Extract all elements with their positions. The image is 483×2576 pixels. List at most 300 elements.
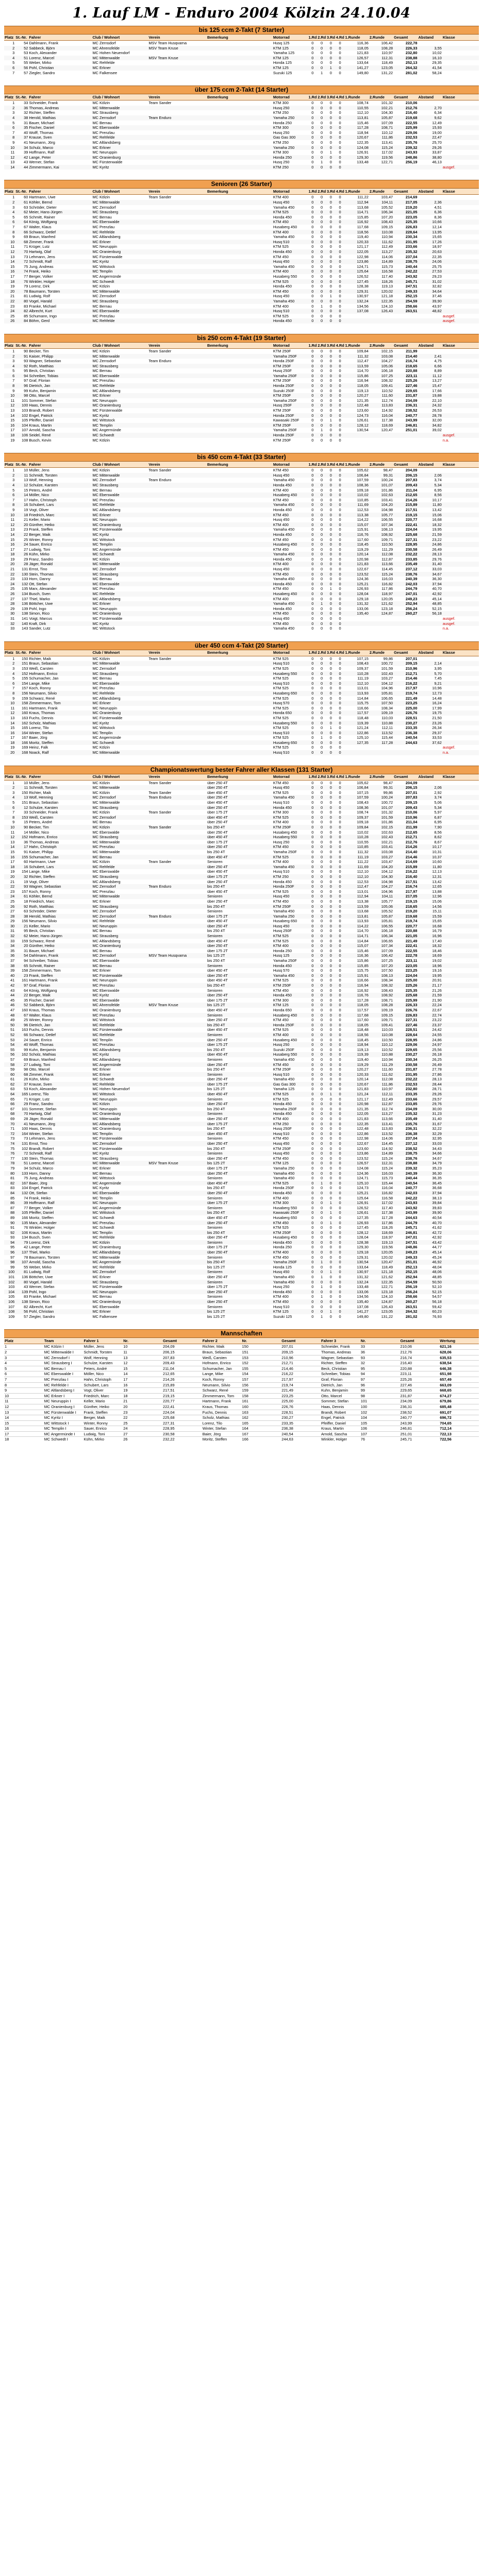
cell-abs: 10,02 <box>432 50 442 56</box>
cell-club: MC Zernsdorf <box>92 567 116 572</box>
cell-p2: 0 <box>321 577 323 582</box>
cell-club: MC Erkner <box>92 1275 111 1280</box>
cell-p3: 0 <box>329 1264 332 1269</box>
cell-t2: 115,73 <box>381 1176 393 1181</box>
team-cell: 104 <box>360 1415 400 1421</box>
cell-abs: 44,77 <box>432 1245 442 1250</box>
cell-fahrer: Zimmer, Frank <box>28 1072 92 1077</box>
cell-t2: 117,28 <box>369 740 393 745</box>
cell-verein: Team Enduro <box>148 115 207 121</box>
cell-platz: 12 <box>4 710 15 716</box>
cell-verein <box>148 418 207 423</box>
cell-ext <box>442 537 479 543</box>
cell-abs: 48,06 <box>418 1269 442 1275</box>
cell-abs: 12,14 <box>432 225 442 230</box>
team-cell: 230,27 <box>281 1415 321 1421</box>
cell-p3: 0 <box>326 1131 336 1137</box>
cell-platz: 2 <box>4 785 15 790</box>
cell-mot: Husq 510 <box>273 681 308 686</box>
cell-abs: 24,42 <box>432 1027 442 1032</box>
cell-ext <box>442 354 479 359</box>
cell-nr: 155 <box>21 676 28 681</box>
cell-t2: 116,03 <box>381 577 393 582</box>
cell-p1: 0 <box>311 264 314 269</box>
cell-abs: 29,76 <box>418 1101 442 1107</box>
cell-mot: Yamaha 125 <box>273 50 295 56</box>
cell-mot: Honda 450 <box>273 249 308 255</box>
team-cell: 212,71 <box>281 1361 321 1366</box>
cell-bem <box>207 537 273 543</box>
cell-verein <box>148 904 207 909</box>
cell-verein <box>148 473 207 478</box>
cell-mot: Husq 250F <box>273 928 292 934</box>
cell-platz: 10 <box>4 240 15 245</box>
cell-ext <box>442 1126 479 1131</box>
cell-nr: 97 <box>24 378 28 383</box>
cell-p2: 0 <box>317 46 326 51</box>
cell-p3: 0 <box>326 1101 336 1107</box>
cell-abs: 42,72 <box>418 1230 442 1235</box>
cell-p1: 0 <box>311 1185 314 1191</box>
team-column-header: Fahrer 3 <box>321 1338 360 1344</box>
cell-t1: 122,35 <box>357 140 369 145</box>
cell-p2: 0 <box>317 894 326 899</box>
cell-verein <box>148 140 207 145</box>
cell-verein: MSV Team Kruse <box>148 46 207 51</box>
cell-fahrer: Werner, Stefan <box>29 160 55 165</box>
cell-nr: 67 <box>24 225 28 230</box>
team-cell: Vogt, Oliver <box>84 1388 123 1394</box>
cell-abs: 38,13 <box>432 1195 442 1200</box>
cell-platz: 11 <box>10 517 15 522</box>
cell-t1 <box>344 433 369 438</box>
cell-p1: 0 <box>308 844 317 850</box>
cell-p2: 0 <box>317 219 326 225</box>
cell-bem <box>207 745 273 750</box>
cell-ges: 246,81 <box>393 423 418 428</box>
cell-mot: KTM 400 <box>273 943 308 948</box>
cell-nr: 25 <box>24 1018 28 1023</box>
cell-p1: 0 <box>308 805 317 810</box>
cell-p2: 0 <box>317 259 326 264</box>
cell-platz: 3 <box>12 359 15 364</box>
table-row <box>4 943 479 948</box>
cell-verein <box>148 1023 207 1028</box>
cell-nr: 158 <box>15 701 28 706</box>
cell-nr: 69 <box>24 1057 28 1062</box>
cell-club: MC Bernau <box>92 368 112 374</box>
cell-p3: 0 <box>329 656 332 661</box>
cell-club: MC Strausberg <box>92 364 148 369</box>
cell-fahrer: Koch, Ronny <box>29 686 51 691</box>
cell-p2: 0 <box>321 254 323 259</box>
cell-verein <box>148 562 207 567</box>
column-header-row <box>4 189 479 195</box>
cell-platz: 5 <box>12 368 15 374</box>
cell-t2: 118,69 <box>369 423 393 428</box>
cell-abs: 19,00 <box>432 130 442 135</box>
cell-t2: 106,42 <box>369 953 393 958</box>
cell-p2: 0 <box>321 1235 323 1240</box>
cell-p2: 0 <box>317 943 326 948</box>
table-row <box>4 1027 479 1032</box>
cell-p2: 0 <box>321 919 323 924</box>
cell-t2: 102,21 <box>369 106 393 111</box>
cell-verein <box>148 1111 207 1116</box>
cell-t2: 116,58 <box>369 269 393 274</box>
cell-nr: 95 <box>24 368 28 374</box>
team-cell: 704,65 <box>439 1420 479 1426</box>
cell-bem: Senioren <box>207 1255 223 1260</box>
team-cell: 13 <box>123 1355 162 1361</box>
cell-platz: 11 <box>10 705 15 710</box>
cell-ext <box>442 225 479 230</box>
cell-bem <box>207 289 273 294</box>
cell-mot: Husaberg 550 <box>273 721 308 726</box>
cell-ext <box>442 527 479 532</box>
cell-t1: 111,69 <box>344 502 369 507</box>
cell-p3: 0 <box>329 666 332 671</box>
cell-p3: 0 <box>329 1275 332 1280</box>
cell-bem <box>207 230 273 235</box>
table-row <box>4 249 479 255</box>
cell-p4: 0 <box>336 691 345 696</box>
cell-platz: 4 <box>4 56 15 61</box>
cell-t1: 113,93 <box>344 691 369 696</box>
table-row <box>4 1240 479 1245</box>
column-header-p1: 1.Rd <box>308 94 317 99</box>
table-row <box>4 750 479 755</box>
cell-verein <box>148 1215 207 1221</box>
cell-t2: 112,31 <box>369 1161 393 1166</box>
cell-p3: 0 <box>329 859 332 865</box>
cell-p3: 0 <box>326 1023 336 1028</box>
cell-nr: 27 <box>24 547 28 552</box>
cell-t2: 106,42 <box>381 41 393 45</box>
cell-ges: 210,96 <box>405 666 418 671</box>
cell-platz: 12 <box>4 522 15 528</box>
team-cell: 668,65 <box>439 1388 479 1394</box>
cell-p1: 0 <box>308 750 317 755</box>
cell-p2: 0 <box>317 750 326 755</box>
cell-t2: 104,20 <box>369 865 393 870</box>
cell-p4: 0 <box>339 1176 341 1181</box>
cell-p2: 0 <box>321 100 323 106</box>
cell-p4: 0 <box>336 309 345 314</box>
team-cell: Lange, Mike <box>202 1371 242 1377</box>
cell-fahrer: Winter, Ronny <box>29 537 53 542</box>
cell-fahrer: Roth, Matthias <box>28 364 92 369</box>
cell-p2: 0 <box>317 1299 326 1304</box>
cell-club: MC Mittenwalde <box>92 894 148 899</box>
cell-p3: 0 <box>329 948 332 953</box>
cell-platz: 16 <box>4 731 15 736</box>
cell-p2: 0 <box>317 661 326 666</box>
cell-bem <box>207 135 273 140</box>
cell-t2: 118,69 <box>369 1230 393 1235</box>
team-cell: Schneider, Frank <box>321 1344 360 1350</box>
cell-verein <box>148 928 207 934</box>
cell-fahrer: Franke, Michael <box>29 303 56 309</box>
cell-ext <box>442 904 479 909</box>
cell-fahrer: Pohl, Ingo <box>29 606 46 611</box>
cell-ext <box>442 1018 479 1023</box>
cell-p3: 0 <box>329 1018 332 1023</box>
cell-p3: 0 <box>326 532 336 537</box>
cell-p2: 0 <box>317 269 326 274</box>
cell-fahrer: Beck, Christian <box>29 928 55 934</box>
cell-fahrer: Fischer, Daniel <box>29 997 55 1003</box>
cell-mot: Honda 450 <box>273 556 292 562</box>
cell-p2: 0 <box>317 1131 326 1137</box>
cell-fahrer: Marx, Alexander <box>29 586 57 591</box>
cell-platz: 35 <box>10 948 15 953</box>
cell-t1: 116,94 <box>344 983 369 988</box>
table-row <box>4 473 479 478</box>
cell-ges: 220,77 <box>405 517 418 522</box>
team-cell: Peters, André <box>84 1366 123 1371</box>
cell-nr: 161 <box>21 978 28 983</box>
column-header-p2: 2.Rd <box>318 343 326 348</box>
cell-t2: 107,25 <box>369 374 393 379</box>
cell-t1: 121,83 <box>357 1116 369 1122</box>
cell-p3: 0 <box>329 264 332 269</box>
column-header-p4: 4.Rd <box>336 35 344 40</box>
column-header-fahrer: Fahrer <box>28 35 92 41</box>
cell-nr: 74 <box>15 269 28 274</box>
column-header-t1: 1.Runde <box>344 189 369 195</box>
cell-fahrer: Herold, Mathias <box>28 914 92 919</box>
cell-ext: ausgef. <box>442 313 456 318</box>
column-header-row <box>4 343 479 349</box>
cell-p4: 0 <box>339 388 341 393</box>
cell-p3: 0 <box>326 691 336 696</box>
cell-t2: 108,34 <box>381 978 393 983</box>
cell-ext <box>442 498 479 503</box>
cell-ext <box>442 374 479 379</box>
cell-verein <box>148 423 207 428</box>
cell-verein <box>148 1008 207 1013</box>
cell-ext <box>442 513 479 518</box>
cell-ges: 226,76 <box>393 710 418 716</box>
cell-abs: 18,96 <box>418 963 442 969</box>
cell-ext <box>442 889 479 894</box>
cell-bem: über 250 4T <box>207 1299 273 1304</box>
cell-ges: 228,51 <box>405 715 418 720</box>
table-row <box>4 71 479 76</box>
cell-mot: Husaberg 450 <box>273 225 297 230</box>
cell-t2: 107,09 <box>381 948 393 953</box>
cell-p2: 0 <box>321 968 323 973</box>
cell-ext <box>442 1008 479 1013</box>
cell-abs: 32,29 <box>418 1131 442 1137</box>
cell-nr: 53 <box>24 50 28 56</box>
cell-p1: 0 <box>308 562 317 567</box>
cell-ext <box>442 666 479 671</box>
cell-ges: 249,33 <box>405 1255 418 1260</box>
cell-p1: 0 <box>308 785 317 790</box>
team-cell: Haas, Dennis <box>321 1404 360 1410</box>
cell-nr: 78 <box>24 1255 28 1260</box>
table-row <box>4 983 479 988</box>
cell-p4: 0 <box>339 849 341 854</box>
cell-t1: 106,84 <box>344 473 369 478</box>
cell-t2: 107,50 <box>369 701 393 706</box>
cell-p3: 0 <box>326 106 336 111</box>
team-cell: 212,65 <box>162 1371 202 1377</box>
cell-club: MC Bernau <box>92 855 148 860</box>
cell-nr: 61 <box>15 894 28 899</box>
cell-ext <box>442 1057 479 1062</box>
cell-t1: 122,48 <box>357 1126 369 1131</box>
cell-platz: 2 <box>4 106 15 111</box>
cell-t2: 113,41 <box>369 1122 393 1127</box>
cell-verein <box>148 943 207 948</box>
cell-abs: 5,34 <box>418 805 442 810</box>
cell-mot: KTM 525 <box>273 715 289 720</box>
cell-t2: 116,04 <box>381 1185 393 1191</box>
cell-verein <box>148 1299 207 1304</box>
cell-abs: 28,13 <box>432 1077 442 1082</box>
cell-fahrer: Hartmann, Frank <box>29 705 58 710</box>
cell-bem <box>207 428 273 433</box>
cell-club: MC Erkner <box>92 968 111 973</box>
cell-mot: KTM 250 <box>273 1122 308 1127</box>
cell-fahrer: Neumann, Silvio <box>28 691 92 696</box>
cell-abs: 35,23 <box>432 1165 442 1171</box>
cell-t2: 121,62 <box>381 1275 393 1280</box>
cell-t1 <box>344 318 369 324</box>
cell-p1: 0 <box>308 721 317 726</box>
cell-p3: 0 <box>329 70 332 75</box>
cell-p3: 0 <box>329 626 332 631</box>
cell-platz: 97 <box>10 1255 15 1260</box>
column-header-verein: Verein <box>148 35 207 41</box>
cell-bem <box>207 100 273 106</box>
cell-abs: 41,62 <box>432 1225 442 1230</box>
cell-nr: 107 <box>21 428 28 433</box>
cell-p1: 0 <box>311 1294 314 1299</box>
cell-ext <box>442 1196 479 1201</box>
team-column-header: Gesamt <box>281 1338 321 1344</box>
cell-bem <box>207 488 273 493</box>
column-header-t1: 1.Runde <box>344 462 369 468</box>
cell-club: MC Zernsdorf <box>92 1141 148 1146</box>
cell-bem: Senioren <box>207 1269 273 1275</box>
team-row <box>4 1420 479 1426</box>
cell-t1: 126,91 <box>344 1200 369 1206</box>
cell-p4: 0 <box>336 393 345 398</box>
table-row <box>4 928 479 934</box>
cell-fahrer: Kraus, Thomas <box>28 710 92 716</box>
team-cell: 227,31 <box>162 1420 202 1426</box>
team-cell: Richter, Maik <box>202 1344 242 1350</box>
cell-ges: 222,41 <box>393 943 418 948</box>
table-row <box>4 1042 479 1047</box>
cell-ext <box>442 1097 479 1102</box>
cell-mot: KTM 525 <box>273 938 289 943</box>
cell-verein <box>148 1240 207 1245</box>
cell-fahrer: Weiß, Carsten <box>28 815 92 820</box>
cell-fahrer: Friedrich, Marc <box>28 513 92 518</box>
column-header-p3: 3.Rd <box>326 343 335 348</box>
table-row <box>4 374 479 379</box>
cell-fahrer: Ludwig, Rolf <box>29 294 50 299</box>
cell-abs: 22,47 <box>418 135 442 140</box>
cell-t2: 102,15 <box>381 348 393 353</box>
cell-mot: Yamaha 250 <box>273 145 308 150</box>
cell-t1: 125,64 <box>344 269 369 274</box>
cell-p3: 0 <box>326 865 336 870</box>
table-row <box>4 1235 479 1240</box>
cell-p1: 0 <box>311 468 314 473</box>
cell-club: MC Templin <box>92 1195 113 1200</box>
cell-t2: 112,08 <box>381 1077 393 1082</box>
cell-verein <box>148 110 207 115</box>
cell-p2: 0 <box>317 562 326 567</box>
cell-t1: 109,84 <box>357 348 369 353</box>
cell-verein <box>148 314 207 319</box>
cell-abs: 16,68 <box>418 924 442 929</box>
cell-verein <box>148 1032 207 1038</box>
cell-p1: 0 <box>308 1260 317 1265</box>
table-row <box>4 1260 479 1265</box>
cell-abs: 32,82 <box>432 284 442 289</box>
table-row <box>4 716 479 721</box>
cell-p4: 0 <box>339 1215 341 1220</box>
team-cell: Winkler, Holger <box>321 1437 360 1442</box>
cell-t1: 133,48 <box>357 1284 369 1290</box>
cell-nr: 167 <box>15 1181 28 1186</box>
cell-mot: KTM 525 <box>273 978 289 983</box>
column-header-t1: 1.Runde <box>344 94 369 100</box>
cell-abs: 2,36 <box>418 200 442 205</box>
cell-abs: 33,03 <box>432 567 442 572</box>
cell-platz: 13 <box>10 408 15 413</box>
cell-club: MC Eberswalde <box>92 1191 148 1196</box>
table-row <box>4 686 479 691</box>
cell-platz: 4 <box>4 210 15 215</box>
cell-abs: 14,56 <box>418 904 442 909</box>
cell-p1: 0 <box>308 731 317 736</box>
cell-t1: 105,62 <box>357 468 369 473</box>
cell-ext <box>442 1003 479 1008</box>
table-row <box>4 681 479 686</box>
cell-platz: 77 <box>10 1156 15 1161</box>
cell-ges: 229,65 <box>405 388 418 393</box>
cell-verein <box>148 716 207 721</box>
cell-nr: 82 <box>24 1304 28 1309</box>
cell-p3: 0 <box>326 953 336 958</box>
cell-p3: 0 <box>329 1007 332 1012</box>
cell-mot: Honda 250 <box>273 155 308 160</box>
cell-mot: KTM 450 <box>273 572 308 577</box>
team-cell: 226,76 <box>281 1404 321 1410</box>
cell-fahrer: Vogel, Harald <box>28 1280 92 1285</box>
cell-p2: 0 <box>317 963 326 969</box>
table-row <box>4 844 479 850</box>
cell-verein: Team Sander <box>148 810 172 815</box>
cell-t1: 112,94 <box>344 894 369 899</box>
cell-ges: 221,49 <box>405 938 418 943</box>
cell-t2: 123,05 <box>369 65 393 71</box>
cell-nr: 131 <box>15 1141 28 1146</box>
team-cell: 17 <box>4 1431 44 1437</box>
cell-fahrer: Arnold, Sascha <box>28 1260 92 1265</box>
cell-t1: 127,35 <box>344 740 369 745</box>
cell-p1: 0 <box>311 586 314 591</box>
cell-t1: 130,54 <box>344 1260 369 1265</box>
